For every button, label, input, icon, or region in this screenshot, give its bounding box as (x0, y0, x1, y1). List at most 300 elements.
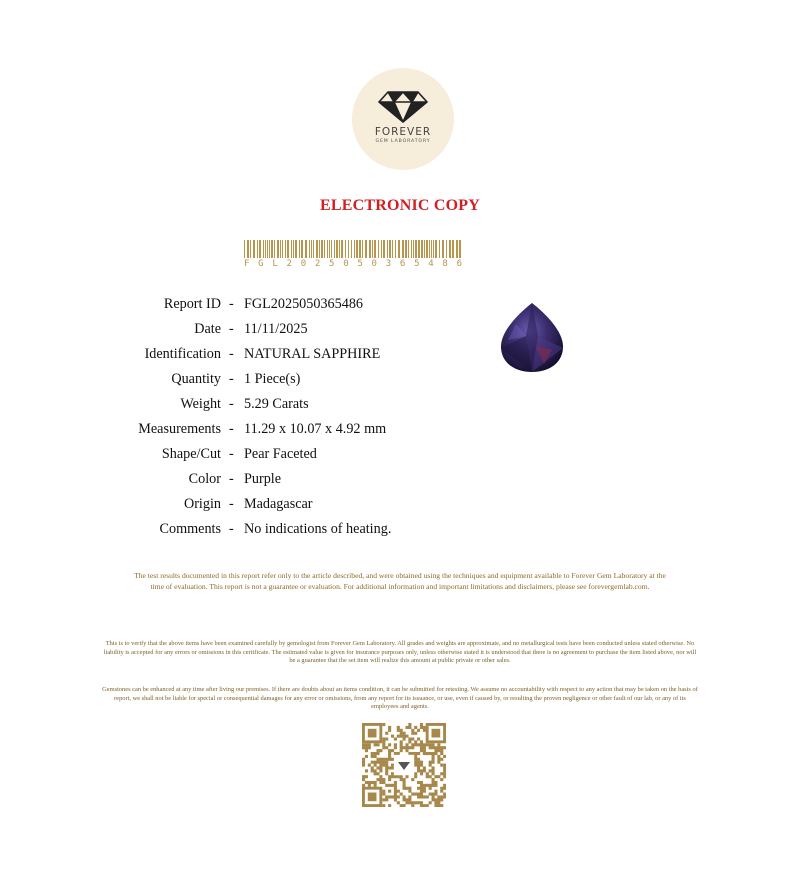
detail-separator: - (229, 371, 234, 387)
qr-module (434, 798, 437, 801)
qr-module (400, 740, 403, 743)
barcode-bar (383, 240, 385, 258)
qr-module (437, 804, 440, 807)
detail-separator: - (229, 471, 234, 487)
qr-module (397, 790, 400, 793)
qr-module (432, 772, 435, 775)
qr-module (374, 752, 377, 755)
qr-module (420, 726, 423, 729)
qr-module (374, 781, 377, 784)
qr-module (376, 752, 379, 755)
qr-module (432, 746, 435, 749)
qr-module (388, 790, 391, 793)
barcode-bar (365, 240, 367, 258)
qr-module (434, 746, 437, 749)
barcode-bar (362, 240, 363, 258)
qr-module (403, 781, 406, 784)
barcode-bar (267, 240, 268, 258)
qr-module (429, 775, 432, 778)
qr-module (376, 778, 379, 781)
qr-module (417, 801, 420, 804)
qr-module (437, 795, 440, 798)
qr-module (365, 755, 368, 758)
barcode-bar (446, 240, 447, 258)
barcode-bar (244, 240, 245, 258)
qr-module (420, 746, 423, 749)
qr-module (434, 793, 437, 796)
qr-module (429, 787, 432, 790)
qr-module (411, 793, 414, 796)
qr-module (379, 761, 382, 764)
qr-module (397, 775, 400, 778)
qr-module (414, 755, 417, 758)
qr-module (414, 726, 417, 729)
qr-module (362, 746, 365, 749)
qr-module (362, 778, 365, 781)
qr-module (440, 749, 443, 752)
qr-module (440, 758, 443, 761)
qr-module (362, 775, 365, 778)
qr-module (376, 772, 379, 775)
barcode-bar (334, 240, 335, 258)
qr-module (368, 781, 371, 784)
qr-module (432, 729, 441, 738)
barcode-bar (309, 240, 310, 258)
detail-label: Weight (180, 396, 221, 412)
barcode-bar (351, 240, 352, 258)
qr-module (379, 758, 382, 761)
qr-module (385, 795, 388, 798)
qr-module (443, 787, 446, 790)
barcode-bar (269, 240, 270, 258)
qr-module (423, 784, 426, 787)
qr-module (400, 732, 403, 735)
qr-module (432, 798, 435, 801)
qr-module (379, 781, 382, 784)
barcode-bar (459, 240, 461, 258)
qr-module (385, 761, 388, 764)
detail-value: NATURAL SAPPHIRE (244, 346, 381, 362)
detail-separator: - (229, 396, 234, 412)
qr-module (443, 795, 446, 798)
qr-module (403, 746, 406, 749)
qr-module (423, 743, 426, 746)
qr-module (405, 743, 408, 746)
qr-module (371, 781, 374, 784)
verification-text: This is to verify that the above items have been examined carefully by gemologist from Forever Gem Laboratory. All grades and weights are approximate, and no metallurgical tests have been conducted unless stated otherwise. No liability is accepted for any errors or omissions in this certificate. The estimated value is given for insurance purposes only, unless otherwise stated it is understood that there is no agreement to purchase the item listed above, nor will be a guarantee that the set item will realize this amount at public private or other sales. (103, 640, 697, 665)
qr-module (414, 775, 417, 778)
qr-module (423, 752, 426, 755)
qr-module (397, 801, 400, 804)
qr-module (382, 746, 385, 749)
barcode (244, 240, 462, 258)
qr-module (429, 769, 432, 772)
detail-label: Origin (183, 496, 221, 512)
qr-module (365, 746, 368, 749)
qr-module (394, 795, 397, 798)
qr-module (391, 775, 394, 778)
qr-module (414, 801, 417, 804)
qr-module (426, 775, 429, 778)
qr-module (394, 793, 397, 796)
barcode-bar (431, 240, 432, 258)
barcode-bar (456, 240, 458, 258)
qr-module (391, 795, 394, 798)
qr-module (391, 772, 394, 775)
qr-module (408, 752, 411, 755)
qr-module (420, 740, 423, 743)
detail-value: No indications of heating. (244, 521, 392, 537)
qr-code[interactable] (362, 723, 446, 807)
qr-module (411, 804, 414, 807)
qr-module (391, 749, 394, 752)
qr-module (403, 804, 406, 807)
barcode-bar (291, 240, 292, 258)
qr-module (408, 737, 411, 740)
qr-module (443, 775, 446, 778)
detail-value: 11/11/2025 (244, 321, 308, 337)
qr-module (371, 752, 374, 755)
detail-value: Pear Faceted (244, 446, 317, 462)
qr-module (426, 784, 429, 787)
detail-label: Date (194, 321, 221, 337)
qr-module (362, 743, 365, 746)
barcode-bar (301, 240, 303, 258)
qr-module (423, 787, 426, 790)
qr-module (414, 740, 417, 743)
detail-value: 11.29 x 10.07 x 4.92 mm (244, 421, 387, 437)
qr-module (420, 793, 423, 796)
detail-value: 1 Piece(s) (244, 371, 301, 387)
qr-module (429, 784, 432, 787)
detail-value: 5.29 Carats (244, 396, 309, 412)
qr-module (432, 752, 435, 755)
qr-module (440, 772, 443, 775)
logo-subtitle: GEM LABORATORY (375, 139, 431, 144)
qr-module (417, 781, 420, 784)
qr-module (434, 781, 437, 784)
qr-module (414, 743, 417, 746)
barcode-bar (250, 240, 251, 258)
qr-module (408, 740, 411, 743)
barcode-bar (442, 240, 444, 258)
qr-module (403, 737, 406, 740)
qr-module (365, 775, 368, 778)
qr-module (420, 761, 423, 764)
barcode-bar (356, 240, 358, 258)
detail-label: Measurements (138, 421, 221, 437)
barcode-bar (299, 240, 300, 258)
barcode-bar (295, 240, 297, 258)
qr-module (391, 735, 394, 738)
qr-module (440, 764, 443, 767)
qr-module (420, 781, 423, 784)
barcode-bar (378, 240, 379, 258)
qr-module (362, 758, 365, 761)
barcode-bar (372, 240, 373, 258)
qr-module (382, 790, 385, 793)
qr-module (437, 749, 440, 752)
barcode-bar (413, 240, 414, 258)
barcode-bar (387, 240, 388, 258)
qr-module (388, 795, 391, 798)
qr-module (417, 743, 420, 746)
barcode-bar (321, 240, 323, 258)
qr-module (440, 752, 443, 755)
qr-module (411, 732, 414, 735)
barcode-bar (287, 240, 289, 258)
qr-module (432, 743, 435, 746)
qr-module (391, 764, 394, 767)
qr-module (417, 769, 420, 772)
barcode-bar (354, 240, 355, 258)
barcode-bar (426, 240, 428, 258)
qr-module (432, 784, 435, 787)
barcode-char: 5 (414, 259, 420, 269)
qr-module (379, 778, 382, 781)
qr-module (388, 766, 391, 769)
qr-module (362, 784, 365, 787)
qr-module (403, 735, 406, 738)
qr-module (408, 723, 411, 726)
qr-module (423, 795, 426, 798)
qr-module (417, 787, 420, 790)
qr-module (434, 752, 437, 755)
qr-module (368, 764, 371, 767)
qr-module (411, 743, 414, 746)
qr-module (394, 784, 397, 787)
qr-module (420, 749, 423, 752)
barcode-bar (381, 240, 382, 258)
barcode-bar (395, 240, 396, 258)
barcode-bar (411, 240, 412, 258)
detail-label: Color (188, 471, 221, 487)
qr-module (420, 790, 423, 793)
qr-module (382, 778, 385, 781)
qr-module (437, 746, 440, 749)
barcode-char: 0 (300, 259, 307, 269)
qr-module (365, 769, 368, 772)
qr-module (417, 795, 420, 798)
qr-module (388, 755, 391, 758)
detail-label: Identification (144, 346, 221, 362)
qr-module (443, 746, 446, 749)
qr-module (417, 758, 420, 761)
barcode-bar (327, 240, 328, 258)
qr-module (362, 764, 365, 767)
barcode-char: 0 (343, 259, 349, 269)
qr-module (417, 793, 420, 796)
qr-module (429, 764, 432, 767)
qr-module (443, 769, 446, 772)
detail-value: FGL2025050365486 (244, 296, 364, 312)
detail-separator: - (229, 346, 234, 362)
qr-module (440, 795, 443, 798)
qr-module (432, 758, 435, 761)
qr-module (440, 804, 443, 807)
qr-module (408, 746, 411, 749)
detail-separator: - (229, 446, 234, 462)
qr-module (379, 769, 382, 772)
qr-module (371, 755, 374, 758)
qr-module (382, 740, 385, 743)
qr-module (382, 743, 385, 746)
qr-module (405, 801, 408, 804)
qr-module (434, 804, 437, 807)
barcode-bar (339, 240, 340, 258)
qr-module (400, 793, 403, 796)
barcode-bar (293, 240, 294, 258)
qr-module (385, 798, 388, 801)
qr-module (368, 784, 371, 787)
qr-module (391, 766, 394, 769)
qr-module (394, 790, 397, 793)
qr-module (420, 723, 423, 726)
qr-module (434, 784, 437, 787)
qr-module (382, 798, 385, 801)
qr-module (403, 787, 406, 790)
barcode-bar (316, 240, 318, 258)
qr-module (417, 737, 420, 740)
qr-module (388, 743, 391, 746)
qr-module (365, 743, 368, 746)
qr-module (368, 743, 371, 746)
qr-module (414, 752, 417, 755)
detail-separator: - (229, 321, 234, 337)
qr-module (434, 790, 437, 793)
qr-module (443, 764, 446, 767)
qr-module (417, 766, 420, 769)
qr-module (434, 801, 437, 804)
qr-module (420, 804, 423, 807)
barcode-bar (424, 240, 425, 258)
qr-module (437, 758, 440, 761)
qr-module (426, 772, 429, 775)
qr-module (385, 764, 388, 767)
qr-module (374, 772, 377, 775)
qr-module (432, 761, 435, 764)
qr-module (400, 749, 403, 752)
qr-module (368, 746, 371, 749)
qr-module (376, 749, 379, 752)
qr-module (429, 793, 432, 796)
qr-module (385, 758, 388, 761)
qr-module (414, 764, 417, 767)
qr-module (434, 775, 437, 778)
qr-module (405, 735, 408, 738)
qr-module (394, 743, 397, 746)
qr-module (420, 795, 423, 798)
qr-module (405, 749, 408, 752)
qr-module (382, 764, 385, 767)
qr-module (434, 749, 437, 752)
barcode-bar (280, 240, 281, 258)
qr-module (426, 743, 429, 746)
qr-module (414, 732, 417, 735)
qr-module (429, 761, 432, 764)
qr-module (423, 749, 426, 752)
barcode-bar (433, 240, 434, 258)
disclaimer-text: The test results documented in this report refer only to the article described, and were obtained using the techniques and equipment available to Forever Gem Laboratory at the time of evaluation. This report is not a guarantee or evaluation. For additional information and important limitations and disclaimers, please see forevergemlab.com. (134, 571, 666, 591)
qr-module (385, 784, 388, 787)
qr-module (437, 743, 440, 746)
qr-module (388, 729, 391, 732)
barcode-text (244, 259, 462, 269)
qr-module (429, 801, 432, 804)
qr-module (385, 746, 388, 749)
detail-separator: - (229, 421, 234, 437)
qr-module (437, 761, 440, 764)
qr-module (394, 775, 397, 778)
qr-module (414, 772, 417, 775)
barcode-bar (285, 240, 286, 258)
qr-module (385, 737, 388, 740)
barcode-char: 0 (371, 259, 377, 269)
qr-module (397, 726, 400, 729)
qr-module (394, 752, 397, 755)
qr-module (405, 787, 408, 790)
barcode-bar (348, 240, 349, 258)
qr-module (432, 793, 435, 796)
barcode-bar (389, 240, 391, 258)
qr-module (420, 769, 423, 772)
qr-module (403, 795, 406, 798)
qr-module (423, 769, 426, 772)
detail-separator: - (229, 521, 234, 537)
qr-module (411, 752, 414, 755)
qr-module (443, 793, 446, 796)
qr-module (437, 755, 440, 758)
barcode-bar (402, 240, 404, 258)
qr-module (414, 793, 417, 796)
barcode-bar (253, 240, 255, 258)
qr-module (420, 787, 423, 790)
qr-module (382, 723, 385, 726)
barcode-char: 2 (314, 259, 321, 269)
barcode-bar (359, 240, 361, 258)
qr-module (400, 746, 403, 749)
detail-label: Report ID (163, 296, 221, 312)
barcode-bar (439, 240, 440, 258)
barcode-bar (435, 240, 437, 258)
qr-module (374, 761, 377, 764)
electronic-copy-title: ELECTRONIC COPY (320, 197, 480, 214)
detail-value: Madagascar (244, 496, 313, 512)
qr-module (382, 761, 385, 764)
qr-module (382, 737, 385, 740)
barcode-bar (421, 240, 423, 258)
qr-module (411, 778, 414, 781)
qr-module (376, 743, 379, 746)
qr-module (376, 761, 379, 764)
qr-module (429, 743, 432, 746)
detail-value: Purple (244, 471, 282, 487)
qr-module (368, 793, 377, 802)
qr-module (403, 784, 406, 787)
qr-module (432, 778, 435, 781)
qr-module (397, 729, 400, 732)
qr-module (382, 758, 385, 761)
barcode-bar (313, 240, 314, 258)
qr-module (417, 729, 420, 732)
barcode-bar (331, 240, 332, 258)
diamond-icon (377, 90, 429, 124)
qr-module (388, 778, 391, 781)
barcode-bar (329, 240, 330, 258)
qr-module (432, 769, 435, 772)
qr-module (408, 726, 411, 729)
barcode-char: 5 (357, 259, 363, 269)
